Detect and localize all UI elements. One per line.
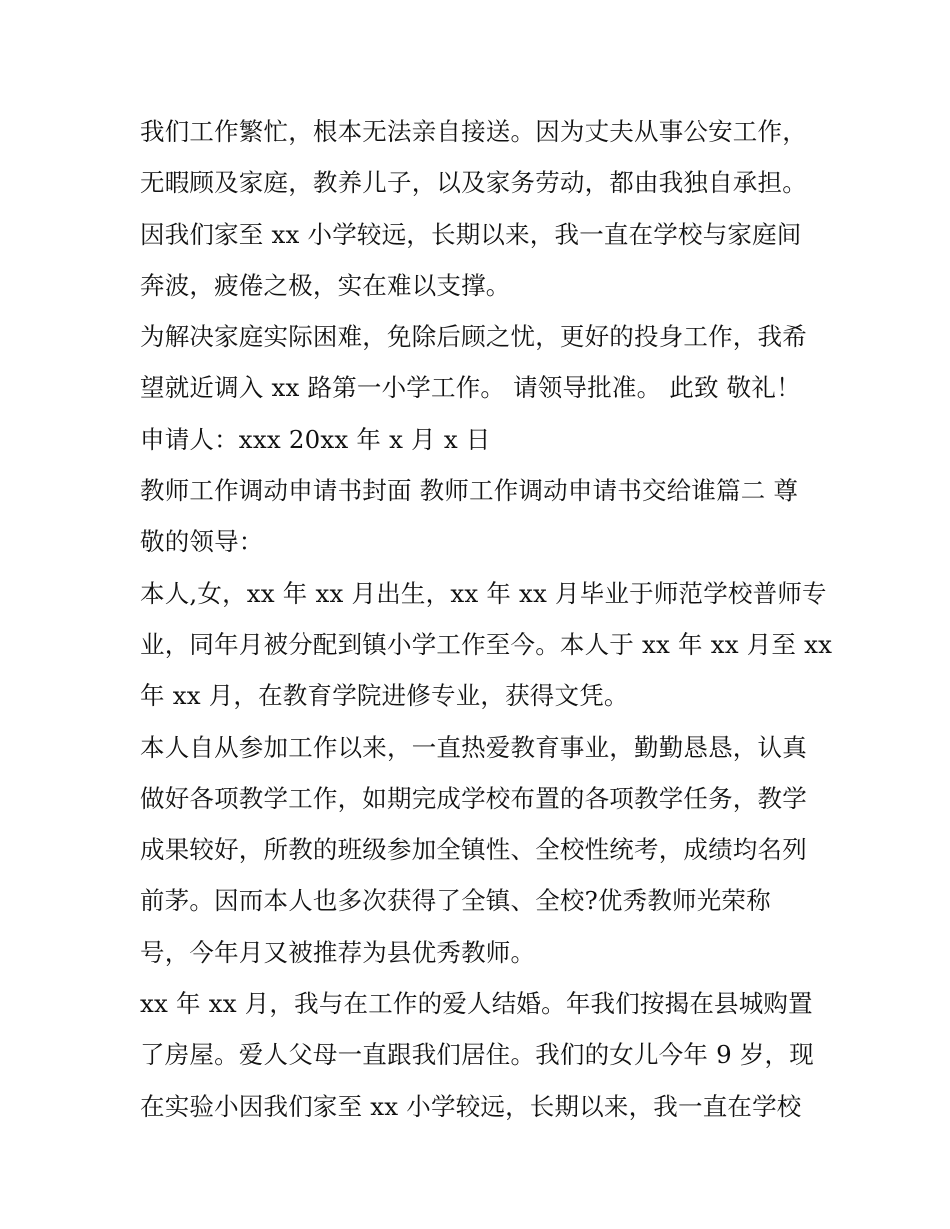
text-line: 号，今年月又被推荐为县优秀教师。 xyxy=(140,937,536,967)
text-line: 望就近调入 xx 路第一小学工作。 请领导批准。 此致 敬礼！ xyxy=(140,373,801,403)
document-body xyxy=(140,106,833,1132)
text-line: 年 xx 月，在教育学院进修专业，获得文凭。 xyxy=(140,681,629,711)
text-line: 无暇顾及家庭，教养儿子，以及家务劳动，都由我独自承担。 xyxy=(140,168,807,198)
text-line: xx 年 xx 月，我与在工作的爱人结婚。年我们按揭在县城购置 xyxy=(140,989,813,1019)
text-line: 在实验小因我们家至 xx 小学较远，长期以来，我一直在学校 xyxy=(140,1091,802,1121)
text-line: 了房屋。爱人父母一直跟我们居住。我们的女儿今年 9 岁，现 xyxy=(140,1040,814,1070)
text-line: 我们工作繁忙，根本无法亲自接送。因为丈夫从事公安工作， xyxy=(140,117,807,146)
text-line: 本人自从参加工作以来，一直热爱教育事业，勤勤恳恳，认真 xyxy=(140,732,807,762)
text-line: 为解决家庭实际困难，免除后顾之忧，更好的投身工作，我希 xyxy=(140,322,807,352)
text-line: 前茅。因而本人也多次获得了全镇、全校?优秀教师光荣称 xyxy=(140,886,771,916)
text-line: 本人,女，xx 年 xx 月出生，xx 年 xx 月毕业于师范学校普师专 xyxy=(140,578,827,608)
text-line: 奔波，疲倦之极，实在难以支撑。 xyxy=(140,270,511,300)
text-line: 成果较好，所教的班级参加全镇性、全校性统考，成绩均名列 xyxy=(140,835,807,865)
salutation-line: 敬的领导： xyxy=(140,527,264,557)
text-line: 业，同年月被分配到镇小学工作至今。本人于 xx 年 xx 月至 xx xyxy=(140,629,833,659)
text-line: 做好各项教学工作，如期完成学校布置的各项教学任务，教学 xyxy=(140,783,807,813)
signature-line: 申请人：xxx 20xx 年 x 月 x 日 xyxy=(140,424,491,454)
text-line: 因我们家至 xx 小学较远，长期以来，我一直在学校与家庭间 xyxy=(140,219,802,249)
section-heading-line: 教师工作调动申请书封面 教师工作调动申请书交给谁篇二 尊 xyxy=(140,476,799,506)
